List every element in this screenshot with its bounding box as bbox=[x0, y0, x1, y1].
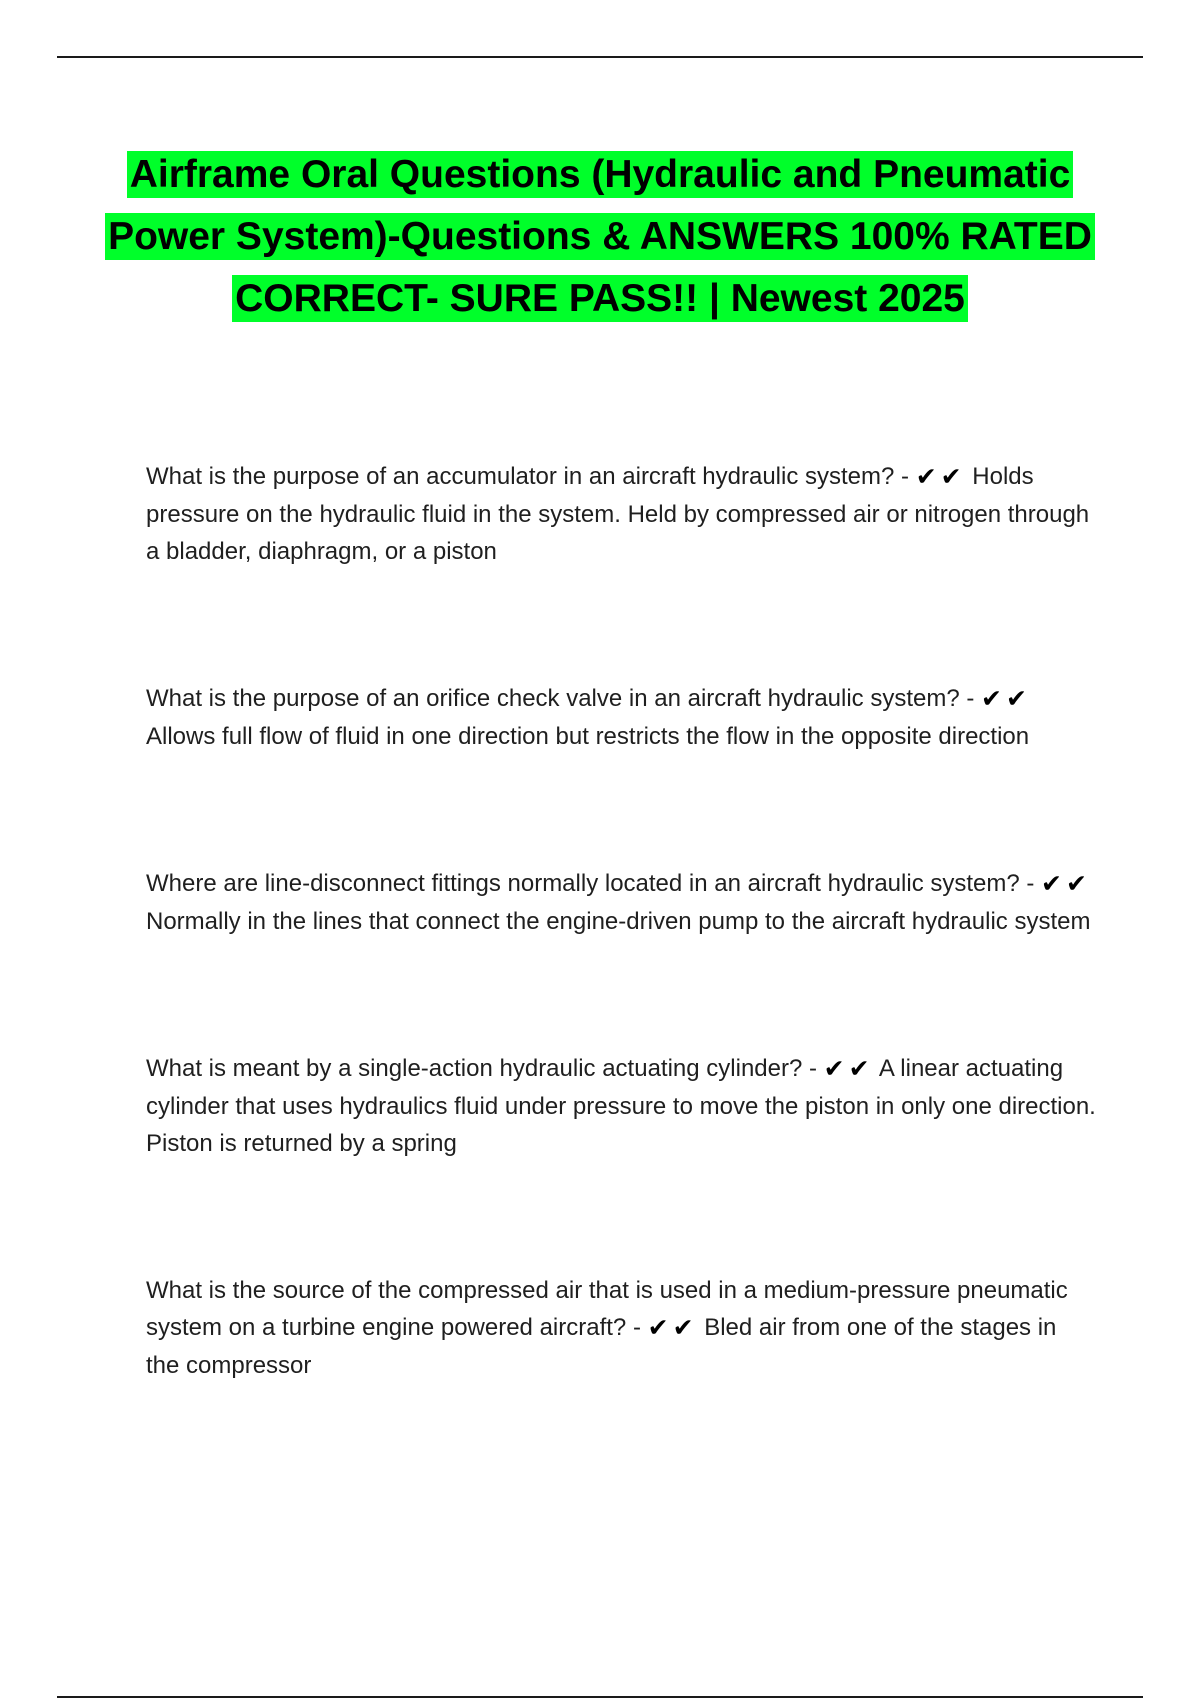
document-title bbox=[100, 144, 1100, 330]
qa-item bbox=[146, 1050, 1096, 1162]
check-mark-icon: ✔ bbox=[940, 463, 962, 491]
check-mark-icon: ✔ bbox=[848, 1055, 870, 1083]
qa-item bbox=[146, 680, 1096, 755]
check-mark-icon: ✔ bbox=[823, 1055, 845, 1083]
question-text: What is meant by a single-action hydraulic actuating cylinder? - bbox=[146, 1055, 817, 1082]
answer-text: A linear actuating cylinder that uses hydraulics fluid under pressure to move the piston in only one direction. Piston is returned by a spring bbox=[146, 1055, 1096, 1157]
qa-item bbox=[146, 1272, 1096, 1384]
top-divider bbox=[57, 56, 1143, 58]
question-text: What is the purpose of an accumulator in an aircraft hydraulic system? - bbox=[146, 463, 910, 490]
question-text: What is the purpose of an orifice check valve in an aircraft hydraulic system? - bbox=[146, 685, 975, 712]
answer-text: Bled air from one of the stages in the compressor bbox=[146, 1314, 1057, 1379]
check-mark-icon: ✔ bbox=[1006, 685, 1027, 713]
check-mark-icon: ✔ bbox=[981, 685, 1002, 713]
question-text: What is the source of the compressed air that is used in a medium-pressure pneumatic system on a turbine engine powered aircraft? - bbox=[146, 1277, 1068, 1341]
check-mark-icon: ✔ bbox=[672, 1314, 694, 1342]
qa-item bbox=[146, 458, 1096, 570]
check-mark-icon: ✔ bbox=[915, 463, 937, 491]
check-mark-icon: ✔ bbox=[1066, 870, 1087, 898]
qa-item bbox=[146, 865, 1096, 940]
check-mark-icon: ✔ bbox=[1041, 870, 1062, 898]
document-title-text: Airframe Oral Questions (Hydraulic and Pneumatic Power System)-Questions & ANSWERS 100% RATED CORRECT- SURE PASS!! | Newest 2025 bbox=[105, 151, 1095, 322]
answer-text: Normally in the lines that connect the engine-driven pump to the aircraft hydraulic system bbox=[146, 908, 1091, 935]
qa-list bbox=[146, 458, 1096, 1494]
check-mark-icon: ✔ bbox=[647, 1314, 669, 1342]
question-text: Where are line-disconnect fittings normally located in an aircraft hydraulic system? - bbox=[146, 870, 1035, 897]
answer-text: Allows full flow of fluid in one direction but restricts the flow in the opposite direction bbox=[146, 723, 1030, 750]
bottom-divider bbox=[57, 1696, 1143, 1698]
answer-text: Holds pressure on the hydraulic fluid in the system. Held by compressed air or nitrogen through a bladder, diaphragm, or a piston bbox=[146, 463, 1090, 565]
